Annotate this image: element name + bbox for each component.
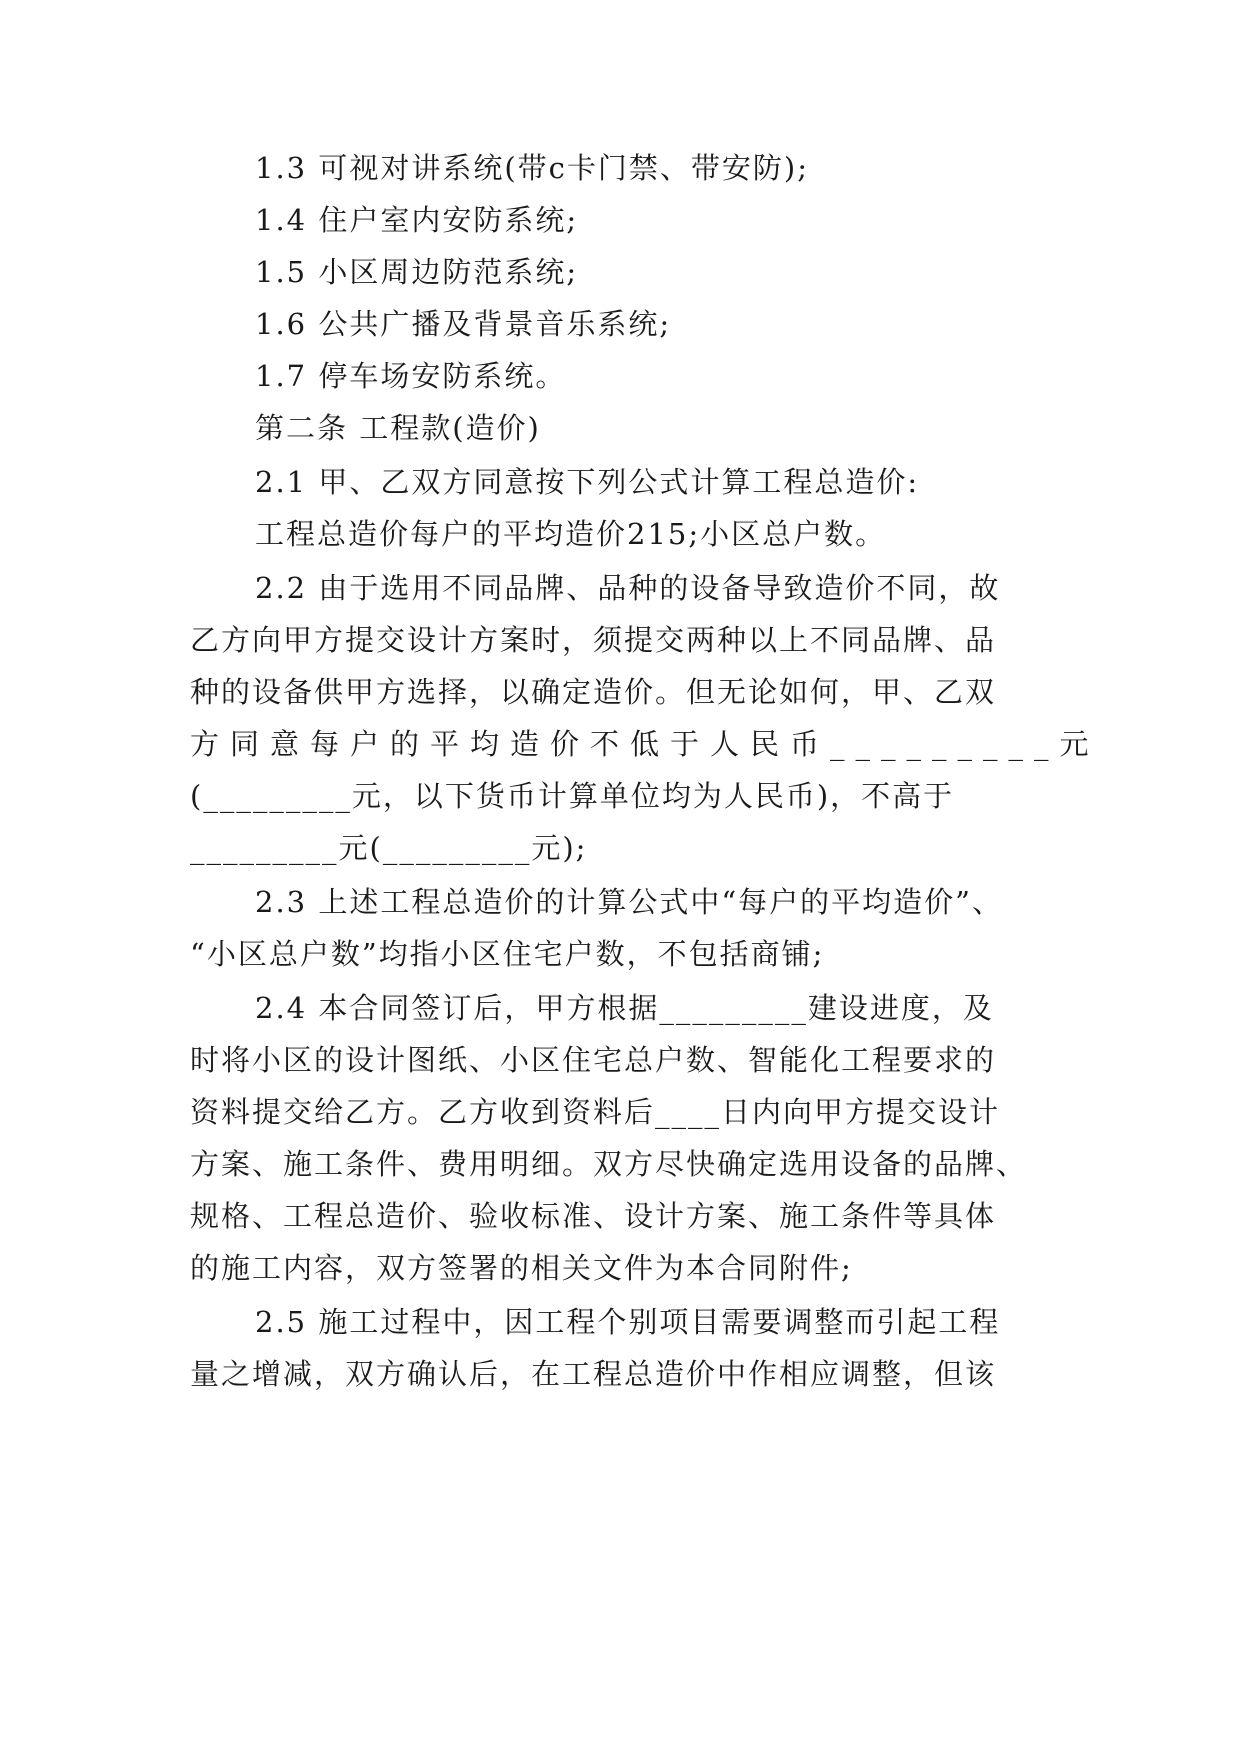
formula-line: 工程总造价每户的平均造价215;小区总户数。	[255, 517, 887, 551]
clause-2-4-line-1: 2.4 本合同签订后，甲方根据_________建设进度，及	[255, 991, 994, 1025]
clause-2-2-line-4: 方同意每户的平均造价不低于人民币_________元	[190, 727, 1100, 761]
clause-2-2-line-3: 种的设备供甲方选择，以确定造价。但无论如何，甲、乙双	[190, 675, 997, 709]
clause-2-4-line-4: 方案、施工条件、费用明细。双方尽快确定选用设备的品牌、	[190, 1147, 1028, 1181]
clause-2-5-line-1: 2.5 施工过程中，因工程个别项目需要调整而引起工程	[255, 1305, 1001, 1339]
clause-1-6: 1.6 公共广播及背景音乐系统;	[255, 307, 672, 341]
clause-2-3-line-1: 2.3 上述工程总造价的计算公式中“每户的平均造价”、	[255, 885, 1003, 919]
clause-1-3: 1.3 可视对讲系统(带c卡门禁、带安防);	[255, 151, 809, 185]
clause-2-2-line-6: _________元(_________元);	[190, 831, 588, 865]
clause-2-5-line-2: 量之增减，双方确认后，在工程总造价中作相应调整，但该	[190, 1357, 997, 1391]
article-2-heading: 第二条 工程款(造价)	[255, 411, 541, 445]
clause-2-4-line-3: 资料提交给乙方。乙方收到资料后____日内向甲方提交设计	[190, 1095, 1001, 1129]
clause-2-4-line-2: 时将小区的设计图纸、小区住宅总户数、智能化工程要求的	[190, 1043, 997, 1077]
clause-1-7: 1.7 停车场安防系统。	[255, 359, 567, 393]
clause-2-3-line-2: “小区总户数”均指小区住宅户数，不包括商铺;	[190, 937, 825, 971]
clause-2-4-line-6: 的施工内容，双方签署的相关文件为本合同附件;	[190, 1251, 853, 1285]
clause-2-4-line-5: 规格、工程总造价、验收标准、设计方案、施工条件等具体	[190, 1199, 997, 1233]
clause-1-4: 1.4 住户室内安防系统;	[255, 203, 579, 237]
clause-2-2-line-1: 2.2 由于选用不同品牌、品种的设备导致造价不同，故	[255, 571, 1001, 605]
clause-1-5: 1.5 小区周边防范系统;	[255, 255, 579, 289]
clause-2-1: 2.1 甲、乙双方同意按下列公式计算工程总造价:	[255, 465, 920, 499]
clause-2-2-line-2: 乙方向甲方提交设计方案时，须提交两种以上不同品牌、品	[190, 623, 997, 657]
clause-2-2-line-5: (_________元，以下货币计算单位均为人民币)，不高于	[190, 779, 955, 813]
